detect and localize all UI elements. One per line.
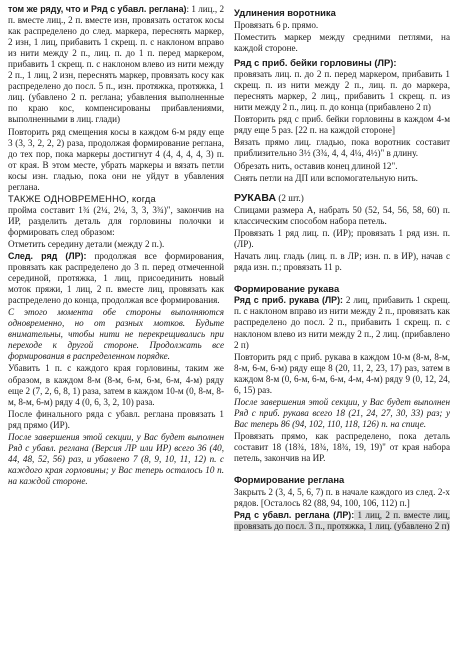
paragraph-text: Обрезать нить, оставив конец длиной 12". bbox=[234, 160, 398, 171]
paragraph-text: продолжая все формирования, провязать как распределено до 3 п. перед отмеченной серединой, протяжка, 1 лиц, присоединить новый моток пряжи, 1 лиц, 2 п. вместе лиц, провязать как распределено до конца, продолжая все формирования. bbox=[8, 250, 224, 306]
paragraph bbox=[8, 239, 224, 250]
paragraph bbox=[234, 510, 450, 532]
paragraph-text: С этого момента обе стороны выполняются одновременно, но от разных мотков. Будьте внимательны, чтобы нити не перекрещивались при переходе к другой стороне. Продолжать все формирования в распределенном порядке. bbox=[8, 307, 224, 362]
section-heading: Формирование реглана bbox=[234, 474, 345, 486]
bold-row-label: Ряд с убавл. реглана (ЛР): bbox=[234, 509, 355, 520]
paragraph bbox=[234, 205, 450, 227]
paragraph-text: После финального ряда с убавл. реглана провязать 1 ряд прямо (ИР). bbox=[8, 408, 224, 430]
emphasis-line bbox=[8, 194, 224, 205]
paragraph bbox=[234, 228, 450, 250]
section-title-text: РУКАВА bbox=[234, 191, 277, 204]
paragraph-text: Поместить маркер между средними петлями, на каждой стороне. bbox=[234, 31, 450, 53]
paragraph-text: Повторить ряд смещения косы в каждом 6-м ряду еще 3 (3, 3, 2, 2, 2) раза, продолжая формирование реглана, до тех пор, пока маркеры достигнут 4 (4, 4, 4, 4, 3) п. от края. В этом месте, убрать маркеры и вязать петли косы изн. гладью, пока они не уйдут в убавления реглана. bbox=[8, 126, 224, 192]
spacer bbox=[234, 274, 450, 280]
paragraph bbox=[234, 32, 450, 54]
two-column-layout bbox=[8, 4, 452, 652]
paragraph bbox=[234, 137, 450, 159]
paragraph bbox=[234, 251, 450, 273]
paragraph-text: : 1 лиц., 2 п. вместе лиц., 2 п. вместе изн, провязать остаток косы как распределено до след. маркера, переснять маркер, 2 изн, 1 лиц, прибавить 1 скрещ. п. с наклоном вправо из нити между 2 п., лиц. п. до 1 п. перед маркером, прибавить 1 скрещ. п. с наклоном влево из нити между 2 п., 1 лиц, 2 изн, переснять маркер, провязать косу как распределено до посл. 5 п., изн. протяжка, протяжка, 1 лиц. (убавлено 2 п. реглана; убавления выполненные по краю кос, компенсированы прибавлениями, выполненными в лиц. глади) bbox=[8, 4, 224, 125]
section-heading: Формирование рукава bbox=[234, 282, 340, 294]
paragraph bbox=[8, 127, 224, 193]
paragraph bbox=[234, 487, 450, 509]
bold-row-label: Ряд с приб. рукава (ЛР): bbox=[234, 295, 343, 306]
paragraph-text: Закрыть 2 (3, 4, 5, 6, 7) п. в начале каждого из след. 2-х рядов. [Осталось 82 (88, 94, 100, 106, 112) п.] bbox=[234, 486, 450, 508]
paragraph-text: провязать лиц. п. до 2 п. перед маркером, прибавить 1 скрещ. п. из нити между 2 п., лиц. п. до маркера, переснять маркер, 2 лиц., прибавить 1 скрещ. п. из нити между 2 п., лиц. п. до конца (прибавлено 2 п) bbox=[234, 69, 450, 113]
paragraph bbox=[234, 295, 450, 350]
paragraph-text: Провязать 1 ряд лиц. п. (ИР); провязать 1 ряд изн. п. (ЛР). bbox=[234, 227, 450, 249]
paragraph bbox=[8, 205, 224, 238]
paragraph bbox=[8, 409, 224, 431]
emphasis-caps: ТАКЖЕ ОДНОВРЕМЕННО, bbox=[8, 193, 130, 204]
italic-note bbox=[8, 307, 224, 362]
paragraph bbox=[234, 114, 450, 136]
section-title bbox=[234, 192, 450, 204]
paragraph-text: После завершения этой секции, у Вас будет выполнен Ряд с убавл. реглана (Версия ЛР или ИР) всего 36 (40, 44, 48, 52, 56) раз, и убавлено 7 (8, 9, 10, 11, 12) п. с каждого края горловины; у Вас теперь осталось 10 п. на каждой стороне. bbox=[8, 431, 224, 486]
paragraph bbox=[234, 352, 450, 396]
paragraph-text: Спицами размера A, набрать 50 (52, 54, 56, 58, 60) п. классическим способом набора петель. bbox=[234, 204, 450, 226]
paragraph bbox=[8, 251, 224, 306]
paragraph-text: пройма составит 1¾ (2¼, 2¼, 3, 3, 3¾)", закончив на ИР, разделить деталь для горловины полочки и формировать след образом: bbox=[8, 204, 224, 237]
section-heading: Ряд с приб. бейки горловины (ЛР): bbox=[234, 56, 397, 68]
paragraph-text: Начать лиц. гладь (лиц. п. в ЛР; изн. п. в ИР), начав с ряда изн. п.; провязать 11 р. bbox=[234, 250, 450, 272]
paragraph bbox=[234, 69, 450, 113]
paragraph bbox=[8, 4, 224, 126]
right-column bbox=[234, 4, 450, 652]
emphasis-tail: когда bbox=[129, 193, 156, 204]
paragraph-text: Повторить ряд с приб. бейки горловины в каждом 4-м ряду еще 5 раз. [22 п. на каждой стороне] bbox=[234, 114, 450, 136]
paragraph bbox=[234, 431, 450, 464]
paragraph-text: Провязать прямо, как распределено, пока деталь составит 18 (18¾, 18¾, 18¾, 19, 19)" от края набора петель, закончив на ИР. bbox=[234, 430, 450, 464]
bold-row-label: том же ряду, что и Ряд с убавл. реглана) bbox=[8, 4, 187, 14]
paragraph bbox=[234, 20, 450, 31]
paragraph-text: Убавить 1 п. с каждого края горловины, таким же образом, в каждом 8-м (8-м, 6-м, 6-м, 6-м, 4-м) ряду еще 2 (7, 2, 6, 8, 1) раза, затем в каждом 10-м (0, 8-м, 8-м, 8-м, 6-м) ряду 4 (0, 6, 3, 2, 10) раза. bbox=[8, 363, 224, 407]
paragraph-text: Снять петли на ДП или вспомогательную нить. bbox=[234, 172, 418, 183]
paragraph-text: Повторить ряд с приб. рукава в каждом 10-м (8-м, 8-м, 8-м, 6-м, 6-м) ряду еще 8 (20, 11, 2, 23, 17) раз, затем в каждом 8-м (0, 6-м, 6-м, 6-м, 4-м, 4-м) ряду 9 (0, 12, 24, 6, 15) раз. bbox=[234, 351, 450, 395]
paragraph-text: Провязать 6 р. прямо. bbox=[234, 19, 319, 30]
paragraph bbox=[234, 173, 450, 184]
paragraph-text: Отметить середину детали (между 2 п.). bbox=[8, 238, 165, 249]
left-column bbox=[8, 4, 224, 652]
paragraph-text: 1 лиц, 2 п. вместе лиц, провязать до посл. 3 п., протяжка, 1 лиц. (убавлено 2 п) bbox=[234, 509, 450, 531]
paragraph-text: Вязать прямо лиц. гладью, пока воротник составит приблизительно 3½ (3¾, 4, 4, 4¼, 4½)" в длину. bbox=[234, 137, 450, 159]
section-title-note: (2 шт.) bbox=[276, 192, 304, 203]
paragraph-text: После завершения этой секции, у Вас будет выполнен Ряд с приб. рукава всего 18 (21, 24, 27, 30, 33) раз; у Вас теперь 86 (94, 102, 110, 118, 126) п. на спице. bbox=[234, 396, 450, 429]
paragraph-text: 2 лиц, прибавить 1 скрещ. п. с наклоном вправо из нити между 2 п., провязать как распределено до посл. 2 п., прибавить 1 скрещ. п. с наклоном влево из нити между 2 п., 2 лиц. (прибавлено 2 п) bbox=[234, 295, 450, 350]
paragraph bbox=[8, 363, 224, 407]
paragraph bbox=[234, 161, 450, 172]
italic-note bbox=[8, 432, 224, 487]
spacer bbox=[234, 465, 450, 471]
bold-row-label: След. ряд (ЛР): bbox=[8, 250, 87, 261]
italic-note bbox=[234, 397, 450, 430]
section-heading: Удлинения воротника bbox=[234, 7, 336, 18]
